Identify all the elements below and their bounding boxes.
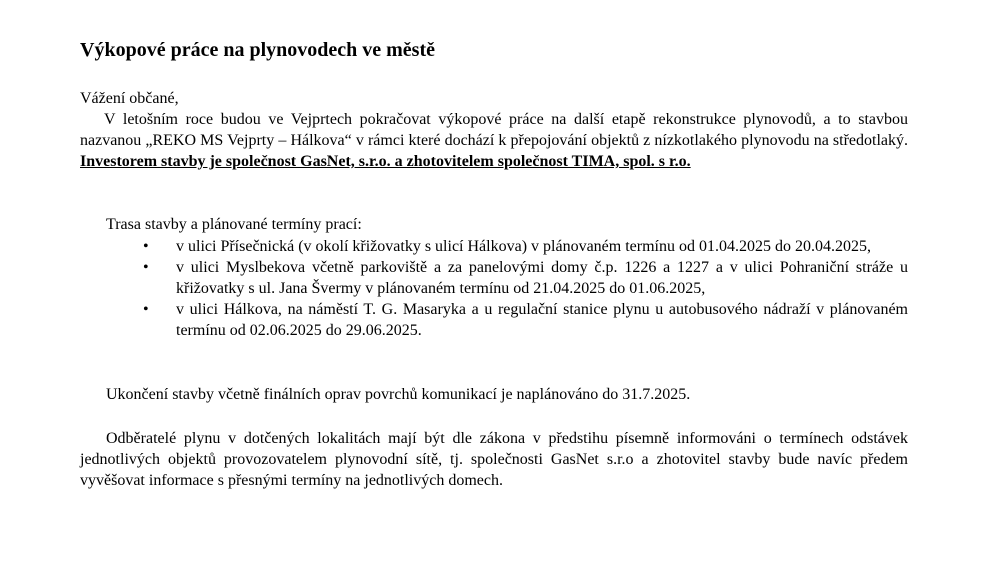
intro-text: V letošním roce budou ve Vejprtech pokračovat výkopové práce na další etapě rekonstrukce plynovodů, a to stavbou nazvanou „REKO MS Vejprty – Hálkova“ v rámci které dochází k přepojování objektů z nízkotlakého plynovodu na středotlaký. bbox=[80, 111, 908, 149]
bullet-icon: • bbox=[143, 301, 149, 318]
bullet-icon: • bbox=[143, 238, 149, 255]
route-item-text: v ulici Hálkova, na náměstí T. G. Masaryka a u regulační stanice plynu u autobusového nádraží v plánovaném termínu od 02.06.2025 do 29.06.2025. bbox=[176, 301, 908, 339]
route-item bbox=[80, 257, 908, 299]
page-title: Výkopové práce na plynovodech ve městě bbox=[80, 39, 435, 61]
investor-statement: Investorem stavby je společnost GasNet, s.r.o. a zhotovitelem společnost TIMA, spol. s r.o. bbox=[80, 153, 691, 170]
greeting: Vážení občané, bbox=[80, 90, 179, 107]
route-item bbox=[80, 299, 908, 341]
notice-paragraph: Odběratelé plynu v dotčených lokalitách mají být dle zákona v předstihu písemně informováni o termínech odstávek jednotlivých objektů provozovatelem plynovodní sítě, tj. společnosti GasNet s.r.o a zhotovitel stavby bude navíc předem vyvěšovat informace s přesnými termíny na jednotlivých domech. bbox=[80, 430, 908, 489]
intro-paragraph bbox=[80, 109, 908, 172]
bullet-icon: • bbox=[143, 259, 149, 276]
route-heading: Trasa stavby a plánované termíny prací: bbox=[106, 216, 362, 233]
route-item-text: v ulici Přísečnická (v okolí křižovatky s ulicí Hálkova) v plánovaném termínu od 01.04.2025 do 20.04.2025, bbox=[176, 238, 871, 255]
completion-statement: Ukončení stavby včetně finálních oprav povrchů komunikací je naplánováno do 31.7.2025. bbox=[106, 386, 691, 403]
route-item-text: v ulici Myslbekova včetně parkoviště a za panelovými domy č.p. 1226 a 1227 a v ulici Pohraniční stráže u křižovatky s ul. Jana Švermy v plánovaném termínu od 21.04.2025 do 01.06.2025, bbox=[176, 259, 908, 297]
route-list bbox=[80, 236, 908, 341]
route-item bbox=[80, 236, 908, 257]
